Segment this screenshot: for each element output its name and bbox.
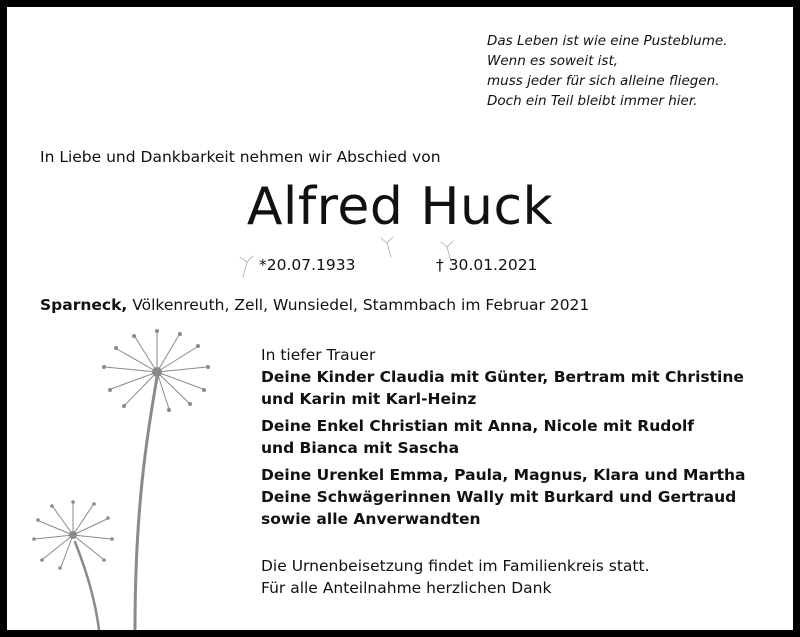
mourners-grandchildren-line: Deine Enkel Christian mit Anna, Nicole mit Rudolf [261, 417, 695, 435]
birth-date: *20.07.1933 [259, 256, 356, 274]
obituary-card [7, 7, 793, 630]
poem-line: Das Leben ist wie eine Pusteblume. [487, 33, 728, 49]
place-date-line [40, 296, 589, 314]
poem-line: Wenn es soweit ist, [487, 53, 619, 69]
mourners-grandchildren-line: und Bianca mit Sascha [261, 439, 460, 457]
mourners-block [261, 344, 746, 530]
mourners-heading: In tiefer Trauer [261, 346, 376, 364]
poem [487, 31, 727, 111]
mourners-in-laws-line: Deine Schwägerinnen Wally mit Burkard und Gertraud [261, 488, 737, 506]
poem-line: Doch ein Teil bleibt immer hier. [487, 93, 698, 109]
mourners-great-grandchildren-line: Deine Urenkel Emma, Paula, Magnus, Klara und Martha [261, 466, 746, 484]
poem-line: muss jeder für sich alleine fliegen. [487, 73, 720, 89]
notice-line: Für alle Anteilnahme herzlichen Dank [261, 579, 552, 597]
death-date: † 30.01.2021 [436, 256, 538, 274]
mourners-children-line: Deine Kinder Claudia mit Günter, Bertram mit Christine [261, 368, 744, 386]
place-rest: Völkenreuth, Zell, Wunsiedel, Stammbach im Februar 2021 [127, 296, 590, 314]
deceased-name: Alfred Huck [246, 177, 554, 237]
place-town: Sparneck, [40, 296, 128, 314]
mourners-children-line: und Karin mit Karl-Heinz [261, 390, 477, 408]
notice-line: Die Urnenbeisetzung findet im Familienkreis statt. [261, 557, 650, 575]
funeral-notice [261, 555, 650, 599]
mourners-relatives-line: sowie alle Anverwandten [261, 510, 481, 528]
intro-text: In Liebe und Dankbarkeit nehmen wir Abschied von [40, 148, 441, 166]
